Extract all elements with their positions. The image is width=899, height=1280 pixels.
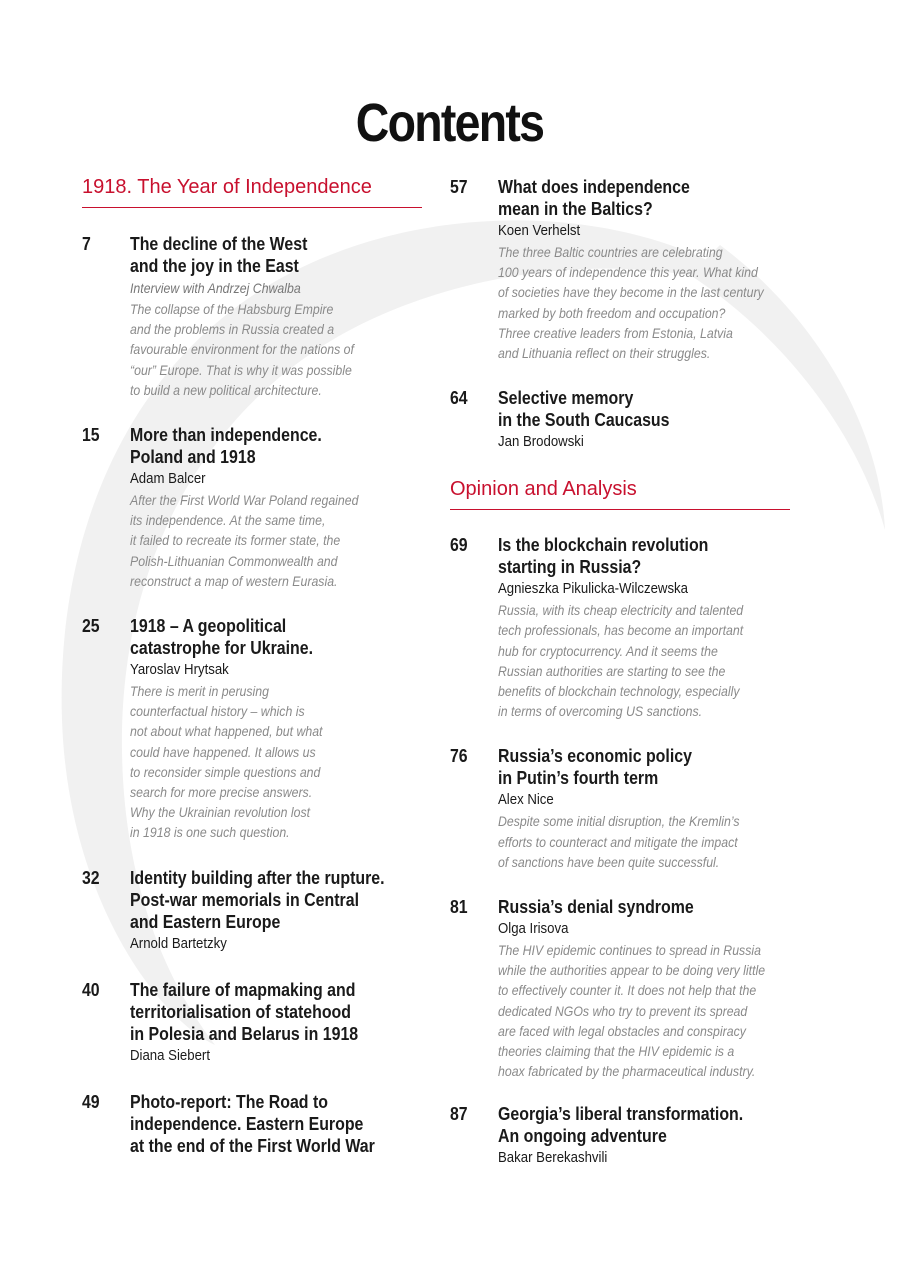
toc-entry[interactable]: [82, 424, 422, 591]
article-author: Agnieszka Pikulicka-Wilczewska: [498, 580, 688, 598]
article-description: Russia, with its cheap electricity and talented tech professionals, has become an important hub for cryptocurrency. And it seems the Russian authorities are starting to see the benefits of blockchain technology, especially in terms of overcoming US sanctions.: [498, 602, 744, 720]
article-title[interactable]: Georgia’s liberal transformation. An ongoing adventure: [498, 1103, 744, 1147]
page-number: 7: [82, 234, 91, 254]
article-author: Bakar Berekashvili: [498, 1149, 608, 1167]
page-number: 57: [450, 177, 468, 197]
article-description: Despite some initial disruption, the Kremlin’s efforts to counteract and mitigate the impact of sanctions have been quite successful.: [498, 813, 740, 870]
page-number: 40: [82, 979, 100, 1000]
article-description: The HIV epidemic continues to spread in Russia while the authorities appear to be doing very little to effectively counter it. It does not help that the dedicated NGOs who try to prevent its spread are faced with legal obstacles and conspiracy theories claiming that the HIV epidemic is a hoax fabricated by the pharmaceutical industry.: [498, 942, 766, 1080]
article-description: There is merit in perusing counterfactual history – which is not about what happened, but what could have happened. It allows us to reconsider simple questions and search for more precise answers. Why the Ukrainian revolution lost in 1918 is one such question.: [130, 683, 323, 841]
article-title[interactable]: 1918 – A geopolitical catastrophe for Ukraine.: [130, 615, 314, 659]
article-title[interactable]: More than independence. Poland and 1918: [130, 424, 322, 468]
page-number: 64: [450, 388, 468, 409]
toc-entry[interactable]: [450, 896, 790, 1081]
toc-entry[interactable]: [82, 979, 422, 1066]
article-author: Adam Balcer: [130, 470, 206, 488]
article-author: Arnold Bartetzky: [130, 934, 227, 952]
contents-right-column: [450, 176, 790, 1168]
article-title[interactable]: Russia’s economic policy in Putin’s fourth term: [498, 745, 692, 789]
article-author: Alex Nice: [498, 791, 554, 809]
article-description: The collapse of the Habsburg Empire and the problems in Russia created a favourable environment for the nations of “our” Europe. That is why it was possible to build a new political architecture.: [130, 301, 354, 398]
toc-entry[interactable]: [450, 534, 790, 721]
page-title: Contents: [355, 93, 544, 153]
article-author: Diana Siebert: [130, 1046, 210, 1064]
page-number: 49: [82, 1091, 100, 1112]
article-title[interactable]: Photo-report: The Road to independence. Eastern Europe at the end of the First World War: [130, 1090, 375, 1156]
toc-entry[interactable]: [450, 1103, 790, 1168]
article-title[interactable]: Identity building after the rupture. Post-war memorials in Central and Eastern Europe: [130, 866, 385, 932]
article-title[interactable]: Is the blockchain revolution starting in Russia?: [498, 534, 709, 578]
page-number: 25: [82, 616, 100, 637]
article-title[interactable]: Selective memory in the South Caucasus: [498, 387, 670, 431]
contents-left-column: [82, 176, 422, 1157]
page-number: 32: [82, 867, 100, 888]
toc-entry[interactable]: [450, 387, 790, 452]
page-number: 69: [450, 535, 468, 556]
article-description: The three Baltic countries are celebrating 100 years of independence this year. What kind of societies have they become in the last century marked by both freedom and occupation? Three creative leaders from Estonia, Latvia and Lithuania reflect on their struggles.: [498, 244, 764, 362]
section-heading-independence: 1918. The Year of Independence: [82, 176, 422, 208]
toc-entry[interactable]: [450, 176, 790, 363]
toc-entry[interactable]: [82, 1091, 422, 1157]
article-author: Koen Verhelst: [498, 222, 581, 239]
article-author: Jan Brodowski: [498, 433, 584, 451]
article-title[interactable]: Russia’s denial syndrome: [498, 896, 694, 918]
toc-entry[interactable]: [450, 745, 790, 872]
toc-entry[interactable]: [82, 867, 422, 954]
page-number: 87: [450, 1104, 468, 1125]
article-author: Yaroslav Hrytsak: [130, 661, 229, 679]
article-description: After the First World War Poland regained its independence. At the same time, it failed to recreate its former state, the Polish-Lithuanian Commonwealth and reconstruct a map of western Eurasia.: [130, 492, 359, 589]
page-number: 76: [450, 746, 468, 767]
article-title[interactable]: The failure of mapmaking and territorialisation of statehood in Polesia and Belarus in 1918: [130, 978, 359, 1044]
page-number: 15: [82, 425, 100, 446]
page-number: 81: [450, 897, 468, 918]
article-author: Interview with Andrzej Chwalba: [130, 280, 301, 296]
article-title[interactable]: What does independence mean in the Baltics?: [498, 176, 690, 219]
section-heading-opinion: Opinion and Analysis: [450, 478, 790, 510]
toc-entry[interactable]: [82, 615, 422, 843]
article-title[interactable]: The decline of the West and the joy in the East: [130, 233, 308, 276]
toc-entry[interactable]: [82, 233, 422, 400]
article-author: Olga Irisova: [498, 920, 569, 938]
